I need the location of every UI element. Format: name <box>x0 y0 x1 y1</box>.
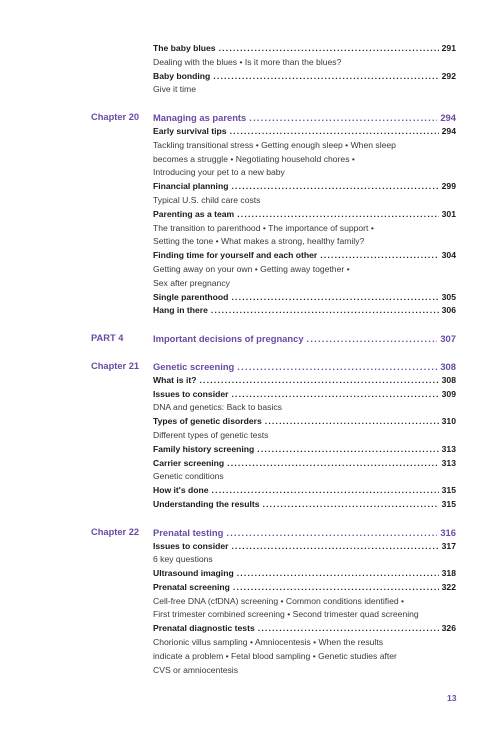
entry-title: Carrier screening <box>153 457 225 468</box>
toc-description: Dealing with the blues • Is it more than the blues? <box>153 56 342 67</box>
toc-description: indicate a problem • Fetal blood sampling • Genetic studies after <box>153 650 397 661</box>
toc-chapter-row[interactable] <box>0 111 491 125</box>
toc-description: Different types of genetic tests <box>153 429 269 440</box>
entry-title: How it's done <box>153 485 209 496</box>
toc-entry-row[interactable] <box>0 388 491 402</box>
toc-description: The transition to parenthood • The importance of support • <box>153 222 374 233</box>
entry-title: Single parenthood <box>153 291 229 302</box>
toc-description: Introducing your pet to a new baby <box>153 167 285 178</box>
page-ref: 307 <box>440 333 456 345</box>
toc-description: Sex after pregnancy <box>153 277 230 288</box>
toc-entry-row[interactable] <box>0 415 491 429</box>
page-ref: 308 <box>440 360 456 372</box>
page-ref: 315 <box>441 485 456 496</box>
page-ref: 299 <box>441 181 456 192</box>
toc-entry-row[interactable] <box>0 249 491 263</box>
dot-leader <box>233 581 439 595</box>
toc-description: Setting the tone • What makes a strong, healthy family? <box>153 236 365 247</box>
toc-description: Chorionic villus sampling • Amniocentesis • When the results <box>153 637 384 648</box>
dot-leader <box>262 498 438 512</box>
chapter-title: Important decisions of pregnancy <box>153 333 304 345</box>
page-ref: 292 <box>441 70 456 81</box>
entry-title: Types of genetic disorders <box>153 416 262 427</box>
dot-leader <box>199 374 438 388</box>
entry-title: Family history screening <box>153 443 255 454</box>
dot-leader <box>231 291 438 305</box>
toc-description: Genetic conditions <box>153 471 224 482</box>
page-ref: 316 <box>440 526 456 538</box>
toc-entry-row[interactable] <box>0 208 491 222</box>
dot-leader <box>230 125 439 139</box>
dot-leader <box>219 42 439 56</box>
table-of-contents <box>0 42 491 677</box>
page-ref: 308 <box>441 374 456 385</box>
entry-title: The baby blues <box>153 43 216 53</box>
entry-title: Parenting as a team <box>153 208 235 219</box>
page-ref: 313 <box>441 457 456 468</box>
page-ref: 322 <box>441 581 456 592</box>
toc-entry-row[interactable] <box>0 125 491 139</box>
dot-leader <box>249 111 437 125</box>
dot-leader <box>212 484 439 498</box>
page-ref: 301 <box>441 208 456 219</box>
page-number: 13 <box>447 693 457 703</box>
chapter-title: Prenatal testing <box>153 526 224 538</box>
toc-entry-row[interactable] <box>0 180 491 194</box>
dot-leader <box>307 332 438 346</box>
toc-description: 6 key questions <box>153 554 213 565</box>
toc-description: First trimester combined screening • Second trimester quad screening <box>153 609 419 620</box>
entry-title: Finding time for yourself and each other <box>153 250 318 261</box>
dot-leader <box>265 415 439 429</box>
entry-title: Early survival tips <box>153 125 227 136</box>
toc-chapter-row[interactable] <box>0 360 491 374</box>
toc-entry-row[interactable] <box>0 484 491 498</box>
chapter-label: Chapter 21 <box>91 360 140 371</box>
chapter-title: Genetic screening <box>153 360 235 372</box>
page-ref: 304 <box>441 250 456 261</box>
toc-entry-row[interactable] <box>0 291 491 305</box>
entry-title: Prenatal screening <box>153 581 230 592</box>
toc-description: Typical U.S. child care costs <box>153 194 261 205</box>
entry-title: Issues to consider <box>153 388 229 399</box>
dot-leader <box>258 622 439 636</box>
entry-title: Baby bonding <box>153 70 211 81</box>
page-ref: 318 <box>441 568 456 579</box>
toc-description: DNA and genetics: Back to basics <box>153 402 282 413</box>
dot-leader <box>227 457 438 471</box>
chapter-label: PART 4 <box>91 333 124 344</box>
toc-entry-row[interactable] <box>0 622 491 636</box>
page-ref: 310 <box>441 416 456 427</box>
page-ref: 317 <box>441 540 456 551</box>
dot-leader <box>231 388 438 402</box>
entry-title: Prenatal diagnostic tests <box>153 623 255 634</box>
dot-leader <box>211 304 439 318</box>
dot-leader <box>237 567 439 581</box>
toc-entry-row[interactable] <box>0 457 491 471</box>
toc-entry-row[interactable] <box>0 374 491 388</box>
dot-leader <box>237 208 438 222</box>
toc-description: Cell-free DNA (cfDNA) screening • Common conditions identified • <box>153 595 405 606</box>
page-ref: 326 <box>441 623 456 634</box>
toc-description: Tackling transitional stress • Getting enough sleep • When sleep <box>153 139 396 150</box>
dot-leader <box>226 526 437 540</box>
dot-leader <box>237 360 437 374</box>
toc-description: Getting away on your own • Getting away together • <box>153 263 350 274</box>
toc-entry-row[interactable] <box>0 581 491 595</box>
page-ref: 313 <box>441 443 456 454</box>
toc-entry-row[interactable] <box>0 42 491 56</box>
dot-leader <box>213 70 438 84</box>
page-ref: 305 <box>441 291 456 302</box>
toc-description: becomes a struggle • Negotiating household chores • <box>153 153 355 164</box>
entry-title: Hang in there <box>153 305 208 316</box>
entry-title: Ultrasound imaging <box>153 568 234 579</box>
chapter-label: Chapter 22 <box>91 526 140 537</box>
toc-chapter-row[interactable] <box>0 332 491 346</box>
toc-description: CVS or amniocentesis <box>153 664 239 675</box>
dot-leader <box>231 540 438 554</box>
toc-chapter-row[interactable] <box>0 526 491 540</box>
dot-leader <box>257 443 438 457</box>
page-ref: 294 <box>441 125 456 136</box>
toc-entry-row[interactable] <box>0 443 491 457</box>
toc-entry-row[interactable] <box>0 540 491 554</box>
page-ref: 291 <box>441 43 456 53</box>
chapter-title: Managing as parents <box>153 112 247 124</box>
toc-description: Give it time <box>153 84 196 95</box>
toc-entry-row[interactable] <box>0 567 491 581</box>
page-ref: 315 <box>441 498 456 509</box>
entry-title: Understanding the results <box>153 498 260 509</box>
dot-leader <box>320 249 438 263</box>
toc-entry-row[interactable] <box>0 304 491 318</box>
page-ref: 294 <box>440 112 456 124</box>
entry-title: What is it? <box>153 374 197 385</box>
dot-leader <box>231 180 438 194</box>
toc-entry-row[interactable] <box>0 498 491 512</box>
chapter-label: Chapter 20 <box>91 112 140 123</box>
entry-title: Financial planning <box>153 181 229 192</box>
page-ref: 309 <box>441 388 456 399</box>
page-ref: 306 <box>441 305 456 316</box>
entry-title: Issues to consider <box>153 540 229 551</box>
toc-entry-row[interactable] <box>0 70 491 84</box>
